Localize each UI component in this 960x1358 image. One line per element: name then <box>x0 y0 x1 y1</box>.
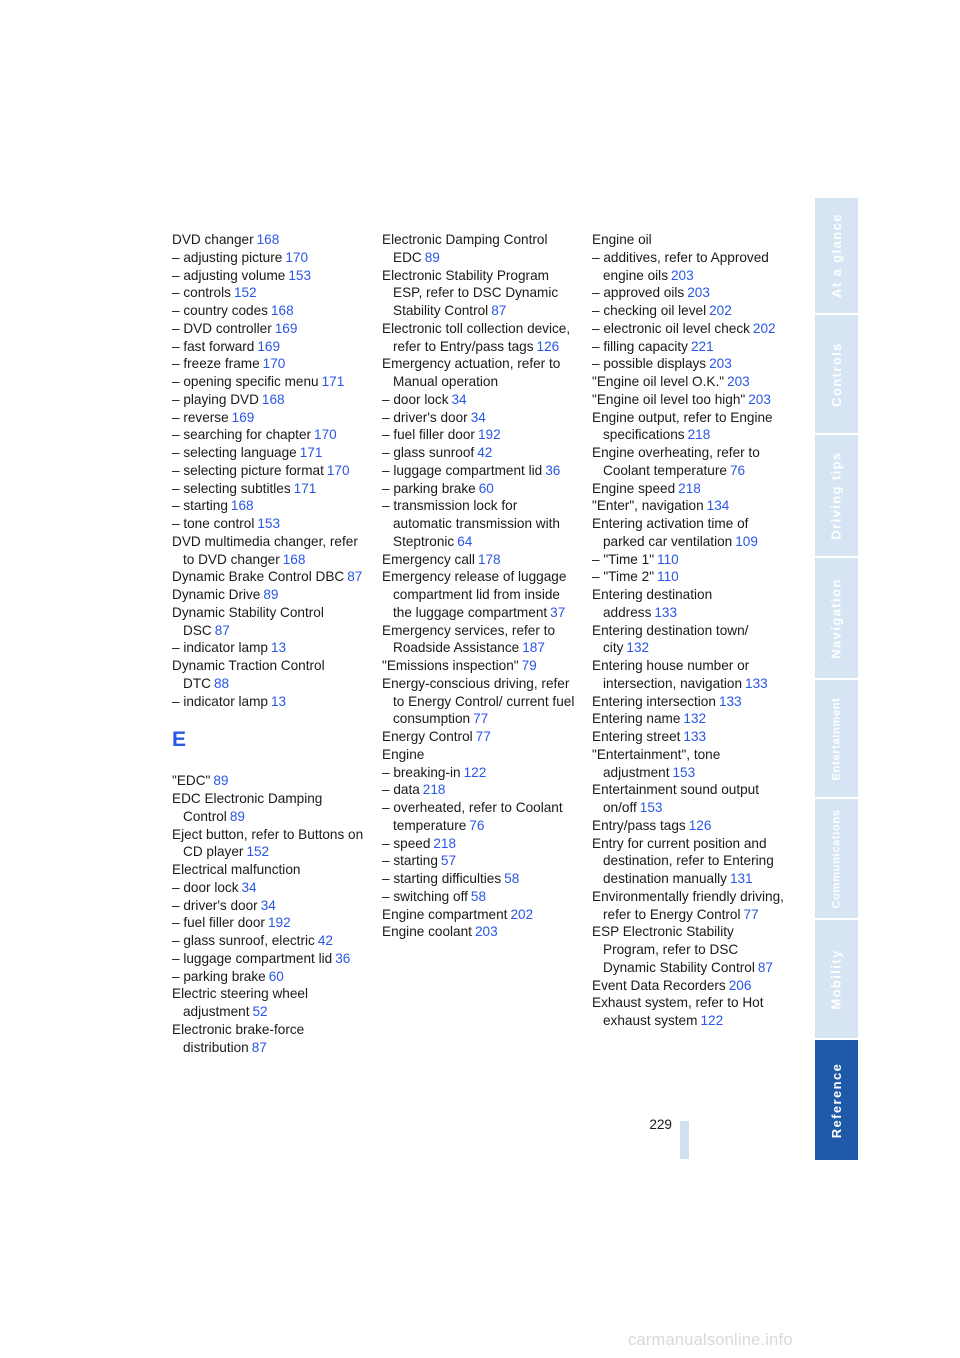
page-reference-link[interactable]: 169 <box>257 338 281 354</box>
index-entry <box>592 409 788 445</box>
index-entry-text: Engine overheating, refer to Coolant temperature <box>592 445 760 478</box>
index-entry-text: "EDC" <box>172 773 211 789</box>
index-entry <box>382 852 577 870</box>
index-entry-text: – overheated, refer to Coolant temperature <box>382 800 563 833</box>
page-reference-link[interactable]: 37 <box>550 604 566 620</box>
index-entry <box>172 914 367 932</box>
page-reference-link[interactable]: 13 <box>270 640 287 656</box>
index-entry <box>592 355 788 373</box>
page-reference-link[interactable]: 168 <box>256 232 280 247</box>
index-entry <box>172 879 367 897</box>
index-entry <box>382 267 577 320</box>
index-entry-text: Environmentally friendly driving, refer to Energy Control <box>592 888 784 922</box>
index-entry-text: – breaking-in <box>382 764 461 780</box>
page-reference-link[interactable]: 169 <box>274 320 298 336</box>
index-entry-text: DVD changer <box>172 232 254 247</box>
page-reference-link[interactable]: 76 <box>469 817 485 833</box>
page-reference-link[interactable]: 133 <box>745 675 768 691</box>
index-entry <box>592 693 788 711</box>
index-entry <box>592 622 788 658</box>
page-number: 229 <box>649 1117 672 1132</box>
index-entry <box>172 444 367 462</box>
page-reference-link[interactable]: 168 <box>230 498 254 514</box>
index-entry-text: – opening specific menu <box>172 374 319 389</box>
sidebar-tab-navigation[interactable] <box>815 558 858 678</box>
index-entry <box>382 497 577 550</box>
index-entry <box>382 320 577 356</box>
index-entry-text: Engine <box>382 746 425 762</box>
page-reference-link[interactable]: 170 <box>314 427 337 443</box>
sidebar-tab-communications[interactable] <box>815 799 858 918</box>
index-entry-text: Exhaust system, refer to Hot exhaust system <box>592 995 764 1028</box>
index-entry-text: "Emissions inspection" <box>382 658 519 673</box>
index-entry <box>172 231 367 249</box>
index-entry-text: Engine output, refer to Engine specifications <box>592 409 773 443</box>
index-entry <box>382 835 577 853</box>
index-entry-text: Engine compartment <box>382 906 508 922</box>
index-entry-text: – approved oils <box>592 285 685 301</box>
index-entry-text: Emergency release of luggage compartment lid from inside the luggage compartment <box>382 569 567 620</box>
index-entry <box>172 861 367 879</box>
index-entry <box>172 826 367 862</box>
page-reference-link[interactable]: 203 <box>748 391 771 407</box>
page-reference-link[interactable]: 218 <box>678 480 701 496</box>
index-entry <box>592 302 788 320</box>
index-entry <box>382 622 577 658</box>
index-entry-text: Entertainment sound output on/off <box>592 782 760 815</box>
page-reference-link[interactable]: 89 <box>213 773 229 789</box>
page-reference-link[interactable]: 169 <box>231 409 255 425</box>
index-entry-text: – switching off <box>382 888 468 904</box>
page-reference-link[interactable]: 34 <box>241 879 257 895</box>
index-entry-text: – controls <box>172 285 231 301</box>
page-reference-link[interactable]: 57 <box>440 853 457 869</box>
index-entry-text: Electronic toll collection device, refer to Entry/pass tags <box>382 320 571 354</box>
index-entry-text: – door lock <box>172 879 239 895</box>
index-column-2 <box>382 231 577 941</box>
page-reference-link[interactable]: 168 <box>261 391 285 407</box>
index-entry <box>592 391 788 409</box>
index-entry-text: – adjusting picture <box>172 249 283 265</box>
index-entry <box>172 604 367 640</box>
index-entry-text: Emergency services, refer to Roadside Assistance <box>382 622 556 656</box>
page-reference-link[interactable]: 42 <box>317 933 333 948</box>
index-entry <box>382 568 577 621</box>
page-reference-link[interactable]: 170 <box>285 249 309 265</box>
page-reference-link[interactable]: 132 <box>626 640 650 656</box>
index-entry <box>172 639 367 657</box>
page-reference-link[interactable]: 36 <box>545 462 561 478</box>
section-letter: E <box>172 728 187 752</box>
sidebar-tab-label: Mobility <box>829 948 844 1010</box>
index-entry-text: – starting difficulties <box>382 871 502 886</box>
index-entry-text: – fuel filler door <box>172 915 265 931</box>
index-entry <box>592 249 788 285</box>
index-entry-text: "Engine oil level O.K." <box>592 374 725 389</box>
index-entry <box>382 870 577 888</box>
page-reference-link[interactable]: 34 <box>470 409 486 425</box>
page-reference-link[interactable]: 126 <box>688 817 712 833</box>
index-entry <box>592 888 788 924</box>
index-entry <box>172 515 367 533</box>
page-reference-link[interactable]: 218 <box>422 782 446 798</box>
page-reference-link[interactable]: 171 <box>299 445 323 460</box>
page-reference-link[interactable]: 58 <box>470 888 487 904</box>
index-entry <box>592 781 788 817</box>
index-entry <box>592 338 788 356</box>
page-reference-link[interactable]: 87 <box>757 959 773 975</box>
index-entry <box>382 391 577 409</box>
index-entry-text: Dynamic Stability Control DSC <box>172 604 324 638</box>
index-column-1 <box>172 231 367 1056</box>
sidebar-tab-mobility[interactable] <box>815 920 858 1038</box>
index-entry-text: – parking brake <box>382 480 476 496</box>
index-entry <box>592 373 788 391</box>
page-reference-link[interactable]: 203 <box>727 374 750 389</box>
sidebar-tab-label: Navigation <box>829 577 844 659</box>
page-reference-link[interactable]: 110 <box>657 569 679 585</box>
index-entry <box>172 355 367 373</box>
index-entry-text: Emergency call <box>382 551 475 567</box>
page-reference-link[interactable]: 64 <box>457 533 473 549</box>
index-entry-text: Engine speed <box>592 480 676 496</box>
index-entry-text: – starting <box>172 498 228 514</box>
index-entry <box>592 480 788 498</box>
page-reference-link[interactable]: 126 <box>536 338 560 354</box>
index-entry-text: Entering activation time of parked car ventilation <box>592 516 749 549</box>
index-entry-text: – additives, refer to Approved engine oils <box>592 249 769 283</box>
index-entry-text: – data <box>382 782 420 798</box>
page-reference-link[interactable]: 77 <box>475 729 491 744</box>
page-reference-link[interactable]: 79 <box>521 658 537 673</box>
index-entry-text: Dynamic Brake Control DBC <box>172 569 345 585</box>
sidebar-tab-reference[interactable] <box>815 1040 858 1160</box>
index-entry <box>592 444 788 480</box>
index-entry <box>172 284 367 302</box>
index-entry-text: – "Time 1" <box>592 551 655 567</box>
page-reference-link[interactable]: 77 <box>743 906 759 922</box>
index-entry-text: – luggage compartment lid <box>382 462 543 478</box>
sidebar-tab-label: Entertainment <box>830 696 843 781</box>
index-column-3 <box>592 231 788 1030</box>
index-entry-text: – door lock <box>382 391 449 407</box>
index-entry <box>382 764 577 782</box>
page-reference-link[interactable]: 122 <box>463 764 487 780</box>
page-reference-link[interactable]: 192 <box>477 427 501 443</box>
index-entry <box>172 772 367 790</box>
index-entry-text: Entering destination town/ city <box>592 622 749 656</box>
index-entry-text: – fast forward <box>172 338 255 354</box>
sidebar-tab-entertainment[interactable] <box>815 680 858 797</box>
index-entry <box>172 985 367 1021</box>
index-entry-text: DVD multimedia changer, refer to DVD changer <box>172 533 358 567</box>
index-entry <box>592 746 788 782</box>
index-entry <box>382 444 577 462</box>
index-entry-text: Engine coolant <box>382 924 472 940</box>
index-entry <box>172 267 367 285</box>
index-entry <box>172 568 367 586</box>
index-entry-text: – transmission lock for automatic transmission with Steptronic <box>382 498 560 549</box>
page-reference-link[interactable]: 203 <box>709 356 732 372</box>
index-entry <box>172 338 367 356</box>
page-reference-link[interactable]: 133 <box>718 693 742 709</box>
index-entry-text: – DVD controller <box>172 320 272 336</box>
index-entry-text: – playing DVD <box>172 391 259 407</box>
sidebar-tab-label: Communications <box>830 808 843 909</box>
page-reference-link[interactable]: 60 <box>478 480 494 496</box>
index-entry-text: Entering house number or intersection, navigation <box>592 658 750 691</box>
index-entry-text: – electronic oil level check <box>592 320 750 336</box>
index-entry-text: Entry for current position and destination, refer to Entering destination manually <box>592 835 774 886</box>
index-entry <box>172 790 367 826</box>
index-entry-text: Electronic Stability Program ESP, refer to DSC Dynamic Stability Control <box>382 267 559 318</box>
index-entry-text: – driver's door <box>172 897 258 913</box>
index-entry <box>172 586 367 604</box>
index-entry <box>172 968 367 986</box>
index-entry <box>382 480 577 498</box>
index-entry-text: – "Time 2" <box>592 569 655 585</box>
page-reference-link[interactable]: 206 <box>728 977 752 993</box>
page-reference-link[interactable]: 202 <box>709 303 732 318</box>
index-entry <box>172 497 367 515</box>
index-entry <box>592 586 788 622</box>
index-entry-text: "Entertainment", tone adjustment <box>592 746 721 780</box>
page-reference-link[interactable]: 34 <box>260 897 276 913</box>
index-entry <box>592 284 788 302</box>
index-entry <box>592 817 788 835</box>
index-entry <box>592 515 788 551</box>
page-reference-link[interactable]: 218 <box>687 427 711 443</box>
sidebar-tab-label: Reference <box>829 1062 844 1138</box>
index-entry <box>382 781 577 799</box>
page-reference-link[interactable]: 13 <box>270 693 287 709</box>
chapter-sidebar <box>815 198 858 1160</box>
index-entry-text: – luggage compartment lid <box>172 950 333 966</box>
page-reference-link[interactable]: 171 <box>293 480 317 496</box>
page-reference-link[interactable]: 76 <box>729 462 746 478</box>
index-entry-text: – driver's door <box>382 409 468 425</box>
index-entry <box>172 373 367 391</box>
watermark: carmanualsonline.info <box>628 1331 793 1349</box>
index-entry <box>382 462 577 480</box>
page-reference-link[interactable]: 89 <box>229 808 245 824</box>
index-entry <box>592 657 788 693</box>
sidebar-tab-controls[interactable] <box>815 315 858 433</box>
index-entry-text: Emergency actuation, refer to Manual operation <box>382 356 561 389</box>
page-reference-link[interactable]: 221 <box>690 338 714 354</box>
index-entry <box>172 950 367 968</box>
page-reference-link[interactable]: 42 <box>477 445 493 460</box>
sidebar-tab-label: Driving tips <box>829 451 844 540</box>
index-entry-text: – indicator lamp <box>172 640 268 656</box>
page-reference-link[interactable]: 87 <box>347 569 363 585</box>
index-entry-text: – speed <box>382 835 431 851</box>
index-entry-text: Energy Control <box>382 729 473 744</box>
index-entry <box>592 977 788 995</box>
index-entry-text: Entering street <box>592 729 681 744</box>
index-entry-text: – freeze frame <box>172 356 260 372</box>
page-reference-link[interactable]: 202 <box>752 320 776 336</box>
page-reference-link[interactable]: 202 <box>510 906 534 922</box>
index-entry-text: Event Data Recorders <box>592 977 726 993</box>
index-entry-text: "Engine oil level too high" <box>592 391 746 407</box>
index-entry-text: – selecting language <box>172 445 297 460</box>
page-reference-link[interactable]: 170 <box>262 356 286 372</box>
index-entry <box>382 409 577 427</box>
page-reference-link[interactable]: 153 <box>672 764 696 780</box>
index-entry <box>592 835 788 888</box>
index-entry <box>382 657 577 675</box>
sidebar-tab-label: At a glance <box>829 213 845 298</box>
index-entry-text: Eject button, refer to Buttons on CD player <box>172 826 364 860</box>
page-reference-link[interactable]: 203 <box>687 285 710 301</box>
page-reference-link[interactable]: 110 <box>657 551 679 567</box>
index-entry-text: – starting <box>382 853 438 869</box>
page-reference-link[interactable]: 88 <box>213 675 230 691</box>
index-entry <box>382 426 577 444</box>
page-reference-link[interactable]: 77 <box>473 711 489 727</box>
index-entry-text: "Enter", navigation <box>592 498 704 514</box>
page-reference-link[interactable]: 168 <box>270 303 294 318</box>
page-reference-link[interactable]: 153 <box>288 267 312 283</box>
index-entry <box>382 728 577 746</box>
page-reference-link[interactable]: 203 <box>474 924 498 940</box>
index-entry <box>172 426 367 444</box>
index-entry <box>382 906 577 924</box>
index-entry <box>382 551 577 569</box>
page-reference-link[interactable]: 89 <box>263 587 279 602</box>
page-reference-link[interactable]: 134 <box>706 498 730 514</box>
page-reference-link[interactable]: 168 <box>282 551 306 567</box>
index-entry-text: Entry/pass tags <box>592 817 686 833</box>
index-entry-text: Electronic brake-force distribution <box>172 1021 305 1055</box>
index-entry <box>172 409 367 427</box>
page-reference-link[interactable]: 133 <box>683 729 707 744</box>
index-entry-text: – parking brake <box>172 968 266 984</box>
page-reference-link[interactable]: 171 <box>321 374 345 389</box>
index-entry <box>592 728 788 746</box>
page-reference-link[interactable]: 153 <box>257 516 281 531</box>
index-entry-text: – checking oil level <box>592 303 707 318</box>
index-entry <box>592 994 788 1030</box>
page-reference-link[interactable]: 52 <box>252 1004 268 1019</box>
index-entry <box>172 302 367 320</box>
page-reference-link[interactable]: 132 <box>683 711 707 727</box>
index-entry <box>172 391 367 409</box>
index-entry-text: – filling capacity <box>592 338 688 354</box>
index-entry <box>172 1021 367 1057</box>
index-entry-text: Dynamic Drive <box>172 587 261 602</box>
index-entry-text: – searching for chapter <box>172 427 312 443</box>
index-entry <box>592 568 788 586</box>
index-entry-text: – tone control <box>172 516 255 531</box>
page-reference-link[interactable]: 170 <box>326 462 350 478</box>
index-entry <box>592 710 788 728</box>
page-reference-link[interactable]: 203 <box>671 267 694 283</box>
index-entry-text: ESP Electronic Stability Program, refer to DSC Dynamic Stability Control <box>592 924 755 975</box>
page-reference-link[interactable]: 178 <box>477 551 501 567</box>
page-reference-link[interactable]: 36 <box>335 950 351 966</box>
page-reference-link[interactable]: 109 <box>735 533 758 549</box>
index-entry-text: – country codes <box>172 303 268 318</box>
index-entry-text: Entering intersection <box>592 693 716 709</box>
index-entry-text: – selecting subtitles <box>172 480 291 496</box>
page-reference-link[interactable]: 60 <box>268 968 284 984</box>
index-entry <box>382 923 577 941</box>
page-reference-link[interactable]: 218 <box>433 835 457 851</box>
index-entry-text: Electronic Damping Control EDC <box>382 232 548 265</box>
index-entry <box>172 932 367 950</box>
index-entry <box>592 320 788 338</box>
index-entry-text: – reverse <box>172 409 229 425</box>
index-entry <box>382 746 577 764</box>
index-entry-text: Electrical malfunction <box>172 862 301 877</box>
index-entry-text: Energy-conscious driving, refer to Energy Control/ current fuel consumption <box>382 675 575 727</box>
index-entry <box>172 480 367 498</box>
page-reference-link[interactable]: 187 <box>522 640 545 656</box>
index-entry-text: Entering name <box>592 711 681 727</box>
index-entry <box>592 231 788 249</box>
index-entry-text: – possible displays <box>592 356 707 372</box>
index-entry-text: EDC Electronic Damping Control <box>172 791 323 824</box>
index-entry-text: Engine oil <box>592 232 652 247</box>
page-reference-link[interactable]: 152 <box>233 285 257 301</box>
index-entry-text: – glass sunroof, electric <box>172 933 315 948</box>
index-entry-text: Dynamic Traction Control DTC <box>172 658 325 691</box>
index-entry <box>382 231 577 267</box>
sidebar-tab-label: Controls <box>829 341 844 407</box>
index-entry <box>172 249 367 267</box>
page-reference-link[interactable]: 133 <box>654 604 678 620</box>
sidebar-tab-driving-tips[interactable] <box>815 435 858 556</box>
page-reference-link[interactable]: 153 <box>639 800 663 815</box>
index-entry <box>172 897 367 915</box>
page-reference-link[interactable]: 87 <box>251 1039 267 1055</box>
index-entry-text: Entering destination address <box>592 587 713 620</box>
page-reference-link[interactable]: 122 <box>700 1013 724 1028</box>
index-entry-text: – adjusting volume <box>172 267 286 283</box>
index-entry-text: – fuel filler door <box>382 427 475 443</box>
index-entry-text: – selecting picture format <box>172 462 324 478</box>
index-entry <box>172 657 367 693</box>
index-entry <box>592 923 788 976</box>
page-reference-link[interactable]: 192 <box>267 915 291 931</box>
index-entry <box>592 551 788 569</box>
index-entry-text: Electric steering wheel adjustment <box>172 986 308 1019</box>
index-entry <box>382 888 577 906</box>
page-reference-link[interactable]: 131 <box>729 871 753 886</box>
sidebar-tab-at-a-glance[interactable] <box>815 198 858 313</box>
index-entry <box>172 462 367 480</box>
index-entry <box>172 533 367 569</box>
page-reference-link[interactable]: 89 <box>424 249 440 265</box>
index-entry <box>382 799 577 835</box>
index-entry <box>172 320 367 338</box>
index-entry <box>172 693 367 711</box>
page-reference-link[interactable]: 87 <box>491 303 507 318</box>
index-entry <box>382 355 577 391</box>
page-reference-link[interactable]: 58 <box>504 871 520 886</box>
page-reference-link[interactable]: 152 <box>246 844 270 860</box>
page-reference-link[interactable]: 87 <box>214 622 230 638</box>
page-number-bar <box>680 1121 689 1159</box>
index-entry <box>382 675 577 728</box>
page-reference-link[interactable]: 34 <box>451 391 467 407</box>
index-entry-text: – glass sunroof <box>382 445 475 460</box>
index-entry-text: – indicator lamp <box>172 693 268 709</box>
index-entry <box>592 497 788 515</box>
